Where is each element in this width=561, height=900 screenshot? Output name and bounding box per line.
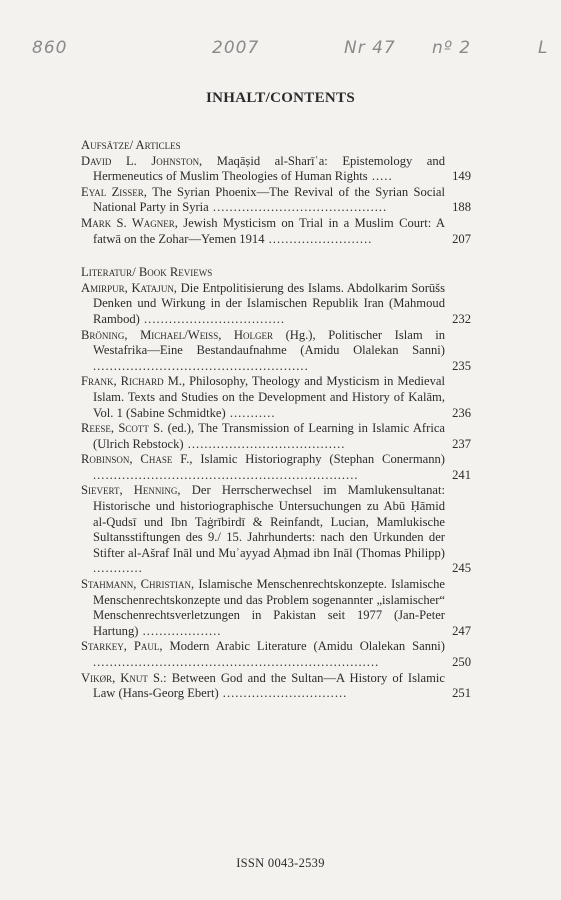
entry-page: 236 [452,405,471,420]
entry-author: Bröning, Michael/Weiss, Holger [81,327,273,342]
toc-entry: Mark S. Wagner, Jewish Mysticism on Trial in a Muslim Court: A fatwā on the Zohar—Yemen 1914 ......................... 207 [81,215,471,246]
entry-page: 188 [452,200,471,215]
page-title: INHALT/CONTENTS [206,90,355,106]
section-heading-articles: Aufsätze/ Articles [81,138,181,152]
entry-author: Mark S. Wagner, [81,215,178,230]
entry-author: Robinson, Chase [81,452,173,467]
toc-entry: David L. Johnston, Maqāṣid al-Sharīʿa: Epistemology and Hermeneutics of Muslim Theologies of Human Rights ..... 149 [81,153,471,184]
toc-entry: Starkey, Paul, Modern Arabic Literature (Amidu Olalekan Sanni) ..................................................................... 250 [81,639,471,669]
entry-author: Starkey, Paul, [81,639,163,654]
handwritten-note-4: nº 2 [432,38,472,58]
entry-title: (Hg.), Politischer Islam in Westafrika—Eine Bestandaufnahme (Amidu Olalekan Sanni) [93,327,445,358]
entry-page: 250 [452,655,471,669]
entry-author: Sievert, Henning, [81,483,181,498]
entry-author: David L. Johnston, [81,153,203,168]
entry-title: S.: Between God and the Sultan—A History of Islamic Law (Hans-Georg Ebert) [93,670,445,701]
entry-page: 241 [452,467,471,482]
toc-entry: Vikør, Knut S.: Between God and the Sultan—A History of Islamic Law (Hans-Georg Ebert) .............................. 251 [81,670,471,701]
entry-title: S. (ed.), The Transmission of Learning in Islamic Africa (Ulrich Rebstock) [93,421,445,451]
entry-title: Die Entpolitisierung des Islams. Abdolkarim Sorūšs Denken und Wirkung in der Islamischen Republik Iran (Mahmoud Rambod) [93,280,445,326]
entry-title: Der Herrscherwechsel im Mamlukensultanat: Historische und historiographische Untersuchungen zu Abū Ḥāmid al-Qudsī und Ibn Taġrībirdī & Reinfandt, Lucian, Mamlukische Sultansstiftungen des 9./ 15. Jahrhunderts: nach den Urkunden der Stifter al-Ašraf Ināl und Muʾayyad Aḥmad ibn Ināl (Thomas Philipp) [93,483,445,560]
toc-entry: Stahmann, Christian, Islamische Menschenrechtskonzepte. Islamische Menschenrechtskonzepte und das Problem sogenannter „islamischer“ Menschenrechtsverletzungen in Pakistan seit 1977 (Jan-Peter Hartung) ................... 247 [81,577,471,638]
section-heading-reviews: Literatur/ Book Reviews [81,265,213,280]
entry-author: Stahmann, Christian, [81,577,195,592]
entry-title: Modern Arabic Literature (Amidu Olalekan Sanni) [169,639,446,654]
entry-page: 247 [452,623,471,638]
entry-title: The Syrian Phoenix—The Revival of the Syrian Social National Party in Syria [93,184,446,215]
entry-title: F., Islamic Historiography (Stephan Conermann) [180,452,445,467]
entry-page: 251 [452,686,471,701]
handwritten-note-2: 2007 [212,38,260,58]
entry-author: Reese, Scott [81,421,149,436]
entry-page: 232 [452,311,471,326]
toc-entry: Amirpur, Katajun, Die Entpolitisierung des Islams. Abdolkarim Sorūšs Denken und Wirkung in der Islamischen Republik Iran (Mahmoud Rambod) .................................. 232 [81,280,471,326]
entry-author: Eyal Zisser, [81,184,147,199]
entry-page: 237 [452,436,471,451]
entry-title: Maqāṣid al-Sharīʿa: Epistemology and Hermeneutics of Muslim Theologies of Human Rights [93,153,445,184]
entry-title: Islamische Menschenrechtskonzepte. Islamische Menschenrechtskonzepte und das Problem sogenannter „islamischer“ Menschenrechtsverletzungen in Pakistan seit 1977 (Jan-Peter Hartung) [93,577,445,638]
handwritten-note-5: L [538,38,549,58]
entry-page: 149 [452,169,471,184]
entry-author: Frank, Richard [81,374,164,389]
entry-author: Vikør, Knut [81,670,148,685]
entry-page: 235 [452,358,471,373]
table-of-contents [81,138,471,702]
issn-number: ISSN 0043-2539 [236,856,325,870]
handwritten-note-1: 860 [32,38,68,58]
toc-entry: Eyal Zisser, The Syrian Phoenix—The Revival of the Syrian Social National Party in Syria .......................................... 188 [81,184,471,215]
toc-entry: Sievert, Henning, Der Herrscherwechsel im Mamlukensultanat: Historische und historiographische Untersuchungen zu Abū Ḥāmid al-Qudsī und Ibn Taġrībirdī & Reinfandt, Lucian, Mamlukische Sultansstiftungen des 9./ 15. Jahrhunderts: nach den Urkunden der Stifter al-Ašraf Ināl und Muʾayyad Aḥmad ibn Ināl (Thomas Philipp) ............ 245 [81,483,471,576]
entry-page: 245 [452,561,471,576]
entry-page: 207 [452,231,471,246]
entry-title: Jewish Mysticism on Trial in a Muslim Court: A fatwā on the Zohar—Yemen 1914 [93,215,445,246]
toc-entry: Reese, Scott S. (ed.), The Transmission of Learning in Islamic Africa (Ulrich Rebstock) ...................................... 237 [81,421,471,451]
toc-entry: Robinson, Chase F., Islamic Historiography (Stephan Conermann) ................................................................ 241 [81,452,471,482]
handwritten-note-3: Nr 47 [344,38,396,58]
entry-author: Amirpur, Katajun, [81,280,177,295]
entry-title: M., Philosophy, Theology and Mysticism in Medieval Islam. Texts and Studies on the Development and History of Kalām, Vol. 1 (Sabine Schmidtke) [93,374,445,420]
toc-entry: Bröning, Michael/Weiss, Holger (Hg.), Politischer Islam in Westafrika—Eine Bestandaufnahme (Amidu Olalekan Sanni) .................................................... 235 [81,327,471,373]
toc-entry: Frank, Richard M., Philosophy, Theology and Mysticism in Medieval Islam. Texts and Studies on the Development and History of Kalām, Vol. 1 (Sabine Schmidtke) ........... 236 [81,374,471,420]
